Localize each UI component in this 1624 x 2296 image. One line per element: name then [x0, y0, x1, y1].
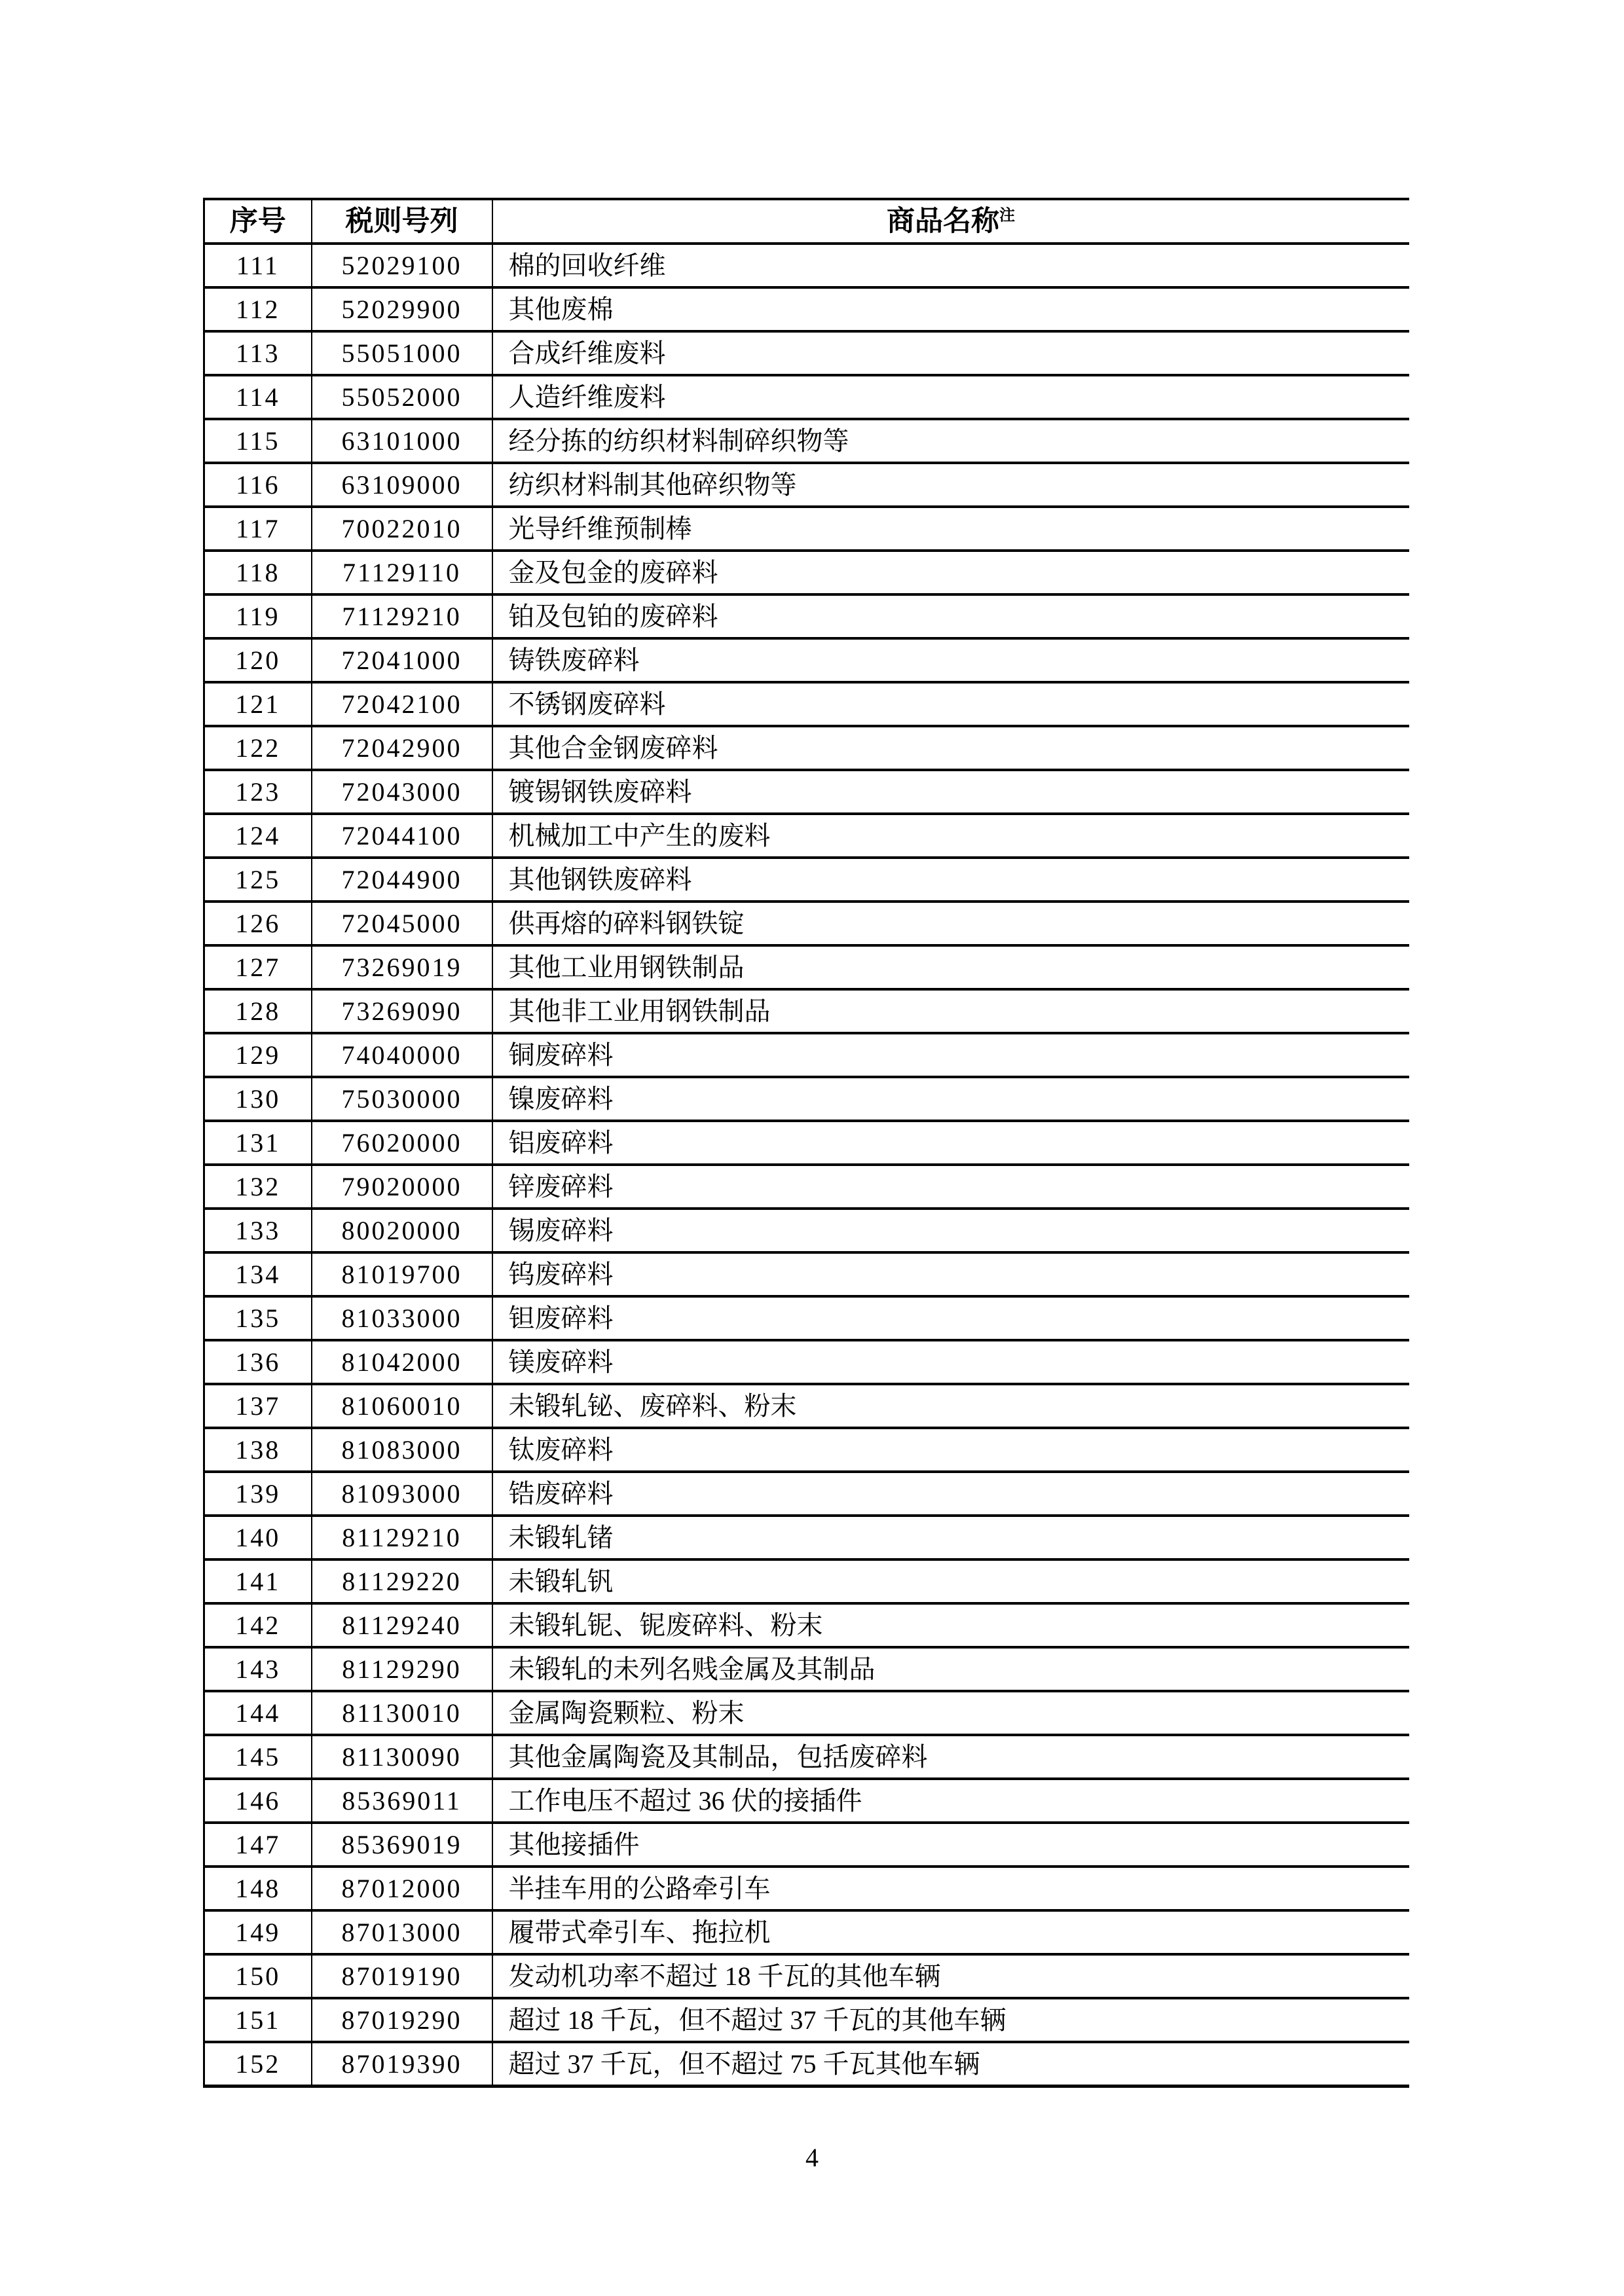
- table-row: [204, 989, 1409, 1033]
- header-commodity-name-text: 商品名称: [887, 206, 999, 237]
- row-tariff-code: 55052000: [312, 375, 492, 419]
- row-index: 127: [204, 945, 312, 989]
- row-index: 142: [204, 1603, 312, 1647]
- table-row: [204, 331, 1409, 375]
- row-tariff-code: 87019190: [312, 1954, 492, 1998]
- row-tariff-code: 81129210: [312, 1516, 492, 1559]
- page-number: 4: [805, 2143, 819, 2172]
- row-commodity-name: 经分拣的纺织材料制碎织物等: [492, 419, 1409, 463]
- row-index: 119: [204, 594, 312, 638]
- table-row: [204, 1296, 1409, 1340]
- table-row: [204, 1603, 1409, 1647]
- row-commodity-name: 履带式牵引车、拖拉机: [492, 1910, 1409, 1954]
- row-commodity-name: 金属陶瓷颗粒、粉末: [492, 1691, 1409, 1735]
- row-index: 144: [204, 1691, 312, 1735]
- row-commodity-name: 纺织材料制其他碎织物等: [492, 463, 1409, 507]
- row-commodity-name: 未锻轧铋、废碎料、粉末: [492, 1384, 1409, 1428]
- row-commodity-name: 未锻轧钒: [492, 1559, 1409, 1603]
- row-tariff-code: 81129290: [312, 1647, 492, 1691]
- row-tariff-code: 81130090: [312, 1735, 492, 1779]
- row-commodity-name: 镁废碎料: [492, 1340, 1409, 1384]
- row-commodity-name: 镀锡钢铁废碎料: [492, 770, 1409, 814]
- row-index: 132: [204, 1165, 312, 1209]
- table-row: [204, 1077, 1409, 1121]
- table-row: [204, 551, 1409, 594]
- row-index: 116: [204, 463, 312, 507]
- table-row: [204, 463, 1409, 507]
- table-row: [204, 1121, 1409, 1165]
- row-tariff-code: 72044900: [312, 858, 492, 902]
- table-row: [204, 726, 1409, 770]
- table-row: [204, 1823, 1409, 1867]
- table-row: [204, 770, 1409, 814]
- row-index: 134: [204, 1252, 312, 1296]
- row-commodity-name: 钛废碎料: [492, 1428, 1409, 1472]
- row-index: 146: [204, 1779, 312, 1823]
- row-tariff-code: 85369011: [312, 1779, 492, 1823]
- row-index: 126: [204, 902, 312, 945]
- row-index: 138: [204, 1428, 312, 1472]
- table-row: [204, 1033, 1409, 1077]
- table-row: [204, 1998, 1409, 2042]
- table-row: [204, 1954, 1409, 1998]
- row-commodity-name: 人造纤维废料: [492, 375, 1409, 419]
- row-tariff-code: 81093000: [312, 1472, 492, 1516]
- table-row: [204, 1559, 1409, 1603]
- header-commodity-name: [492, 199, 1409, 244]
- row-tariff-code: 72041000: [312, 638, 492, 682]
- row-tariff-code: 87019290: [312, 1998, 492, 2042]
- row-tariff-code: 87012000: [312, 1867, 492, 1910]
- row-tariff-code: 73269019: [312, 945, 492, 989]
- row-commodity-name: 镍废碎料: [492, 1077, 1409, 1121]
- row-commodity-name: 光导纤维预制棒: [492, 507, 1409, 551]
- row-tariff-code: 72043000: [312, 770, 492, 814]
- table-row: [204, 902, 1409, 945]
- row-commodity-name: 钽废碎料: [492, 1296, 1409, 1340]
- row-tariff-code: 81130010: [312, 1691, 492, 1735]
- row-tariff-code: 63109000: [312, 463, 492, 507]
- row-index: 135: [204, 1296, 312, 1340]
- row-tariff-code: 81019700: [312, 1252, 492, 1296]
- row-commodity-name: 钨废碎料: [492, 1252, 1409, 1296]
- row-commodity-name: 超过 37 千瓦，但不超过 75 千瓦其他车辆: [492, 2042, 1409, 2086]
- table-row: [204, 2042, 1409, 2086]
- table-row: [204, 1867, 1409, 1910]
- row-index: 120: [204, 638, 312, 682]
- table-row: [204, 1647, 1409, 1691]
- row-index: 124: [204, 814, 312, 858]
- table-row: [204, 858, 1409, 902]
- row-index: 130: [204, 1077, 312, 1121]
- table-row: [204, 1910, 1409, 1954]
- table-row: [204, 594, 1409, 638]
- row-index: 151: [204, 1998, 312, 2042]
- row-tariff-code: 52029100: [312, 244, 492, 287]
- row-tariff-code: 75030000: [312, 1077, 492, 1121]
- row-tariff-code: 79020000: [312, 1165, 492, 1209]
- row-index: 139: [204, 1472, 312, 1516]
- table-row: [204, 375, 1409, 419]
- row-tariff-code: 85369019: [312, 1823, 492, 1867]
- row-commodity-name: 铜废碎料: [492, 1033, 1409, 1077]
- header-note-superscript: 注: [999, 207, 1015, 225]
- table-row: [204, 1165, 1409, 1209]
- table-row: [204, 1209, 1409, 1252]
- row-commodity-name: 锡废碎料: [492, 1209, 1409, 1252]
- row-index: 123: [204, 770, 312, 814]
- table-row: [204, 1252, 1409, 1296]
- row-commodity-name: 其他钢铁废碎料: [492, 858, 1409, 902]
- row-tariff-code: 72044100: [312, 814, 492, 858]
- row-tariff-code: 80020000: [312, 1209, 492, 1252]
- table-row: [204, 507, 1409, 551]
- row-index: 128: [204, 989, 312, 1033]
- tariff-commodity-table: [203, 198, 1409, 2088]
- row-commodity-name: 棉的回收纤维: [492, 244, 1409, 287]
- row-index: 121: [204, 682, 312, 726]
- row-tariff-code: 72042100: [312, 682, 492, 726]
- row-commodity-name: 供再熔的碎料钢铁锭: [492, 902, 1409, 945]
- table-row: [204, 638, 1409, 682]
- row-tariff-code: 81129220: [312, 1559, 492, 1603]
- row-tariff-code: 73269090: [312, 989, 492, 1033]
- row-index: 137: [204, 1384, 312, 1428]
- row-index: 111: [204, 244, 312, 287]
- row-tariff-code: 71129210: [312, 594, 492, 638]
- table-row: [204, 287, 1409, 331]
- row-tariff-code: 72045000: [312, 902, 492, 945]
- table-row: [204, 682, 1409, 726]
- table-row: [204, 1384, 1409, 1428]
- row-index: 150: [204, 1954, 312, 1998]
- table-header-row: [204, 199, 1409, 244]
- row-index: 131: [204, 1121, 312, 1165]
- header-tariff-code: 税则号列: [312, 199, 492, 244]
- row-tariff-code: 81129240: [312, 1603, 492, 1647]
- row-index: 148: [204, 1867, 312, 1910]
- row-index: 143: [204, 1647, 312, 1691]
- table-row: [204, 1428, 1409, 1472]
- row-tariff-code: 81033000: [312, 1296, 492, 1340]
- table-row: [204, 1779, 1409, 1823]
- row-tariff-code: 81060010: [312, 1384, 492, 1428]
- header-index: 序号: [204, 199, 312, 244]
- row-commodity-name: 锌废碎料: [492, 1165, 1409, 1209]
- row-commodity-name: 机械加工中产生的废料: [492, 814, 1409, 858]
- row-commodity-name: 未锻轧铌、铌废碎料、粉末: [492, 1603, 1409, 1647]
- table-row: [204, 1340, 1409, 1384]
- row-commodity-name: 其他接插件: [492, 1823, 1409, 1867]
- row-commodity-name: 锆废碎料: [492, 1472, 1409, 1516]
- row-commodity-name: 未锻轧的未列名贱金属及其制品: [492, 1647, 1409, 1691]
- row-tariff-code: 87019390: [312, 2042, 492, 2086]
- table-row: [204, 814, 1409, 858]
- table-row: [204, 945, 1409, 989]
- table-row: [204, 419, 1409, 463]
- row-index: 114: [204, 375, 312, 419]
- row-index: 149: [204, 1910, 312, 1954]
- row-commodity-name: 其他工业用钢铁制品: [492, 945, 1409, 989]
- row-tariff-code: 55051000: [312, 331, 492, 375]
- row-commodity-name: 金及包金的废碎料: [492, 551, 1409, 594]
- row-index: 147: [204, 1823, 312, 1867]
- table-row: [204, 244, 1409, 287]
- row-commodity-name: 铸铁废碎料: [492, 638, 1409, 682]
- row-index: 129: [204, 1033, 312, 1077]
- row-index: 117: [204, 507, 312, 551]
- row-index: 141: [204, 1559, 312, 1603]
- row-index: 145: [204, 1735, 312, 1779]
- row-tariff-code: 52029900: [312, 287, 492, 331]
- row-index: 140: [204, 1516, 312, 1559]
- row-index: 113: [204, 331, 312, 375]
- row-commodity-name: 铂及包铂的废碎料: [492, 594, 1409, 638]
- row-commodity-name: 其他非工业用钢铁制品: [492, 989, 1409, 1033]
- row-tariff-code: 74040000: [312, 1033, 492, 1077]
- row-tariff-code: 81042000: [312, 1340, 492, 1384]
- row-tariff-code: 70022010: [312, 507, 492, 551]
- row-commodity-name: 其他金属陶瓷及其制品，包括废碎料: [492, 1735, 1409, 1779]
- row-tariff-code: 72042900: [312, 726, 492, 770]
- row-index: 152: [204, 2042, 312, 2086]
- row-commodity-name: 不锈钢废碎料: [492, 682, 1409, 726]
- row-commodity-name: 超过 18 千瓦，但不超过 37 千瓦的其他车辆: [492, 1998, 1409, 2042]
- row-index: 122: [204, 726, 312, 770]
- table-row: [204, 1472, 1409, 1516]
- row-commodity-name: 铝废碎料: [492, 1121, 1409, 1165]
- row-commodity-name: 发动机功率不超过 18 千瓦的其他车辆: [492, 1954, 1409, 1998]
- row-index: 118: [204, 551, 312, 594]
- row-index: 112: [204, 287, 312, 331]
- row-index: 125: [204, 858, 312, 902]
- row-commodity-name: 半挂车用的公路牵引车: [492, 1867, 1409, 1910]
- row-index: 115: [204, 419, 312, 463]
- row-index: 133: [204, 1209, 312, 1252]
- table-row: [204, 1516, 1409, 1559]
- row-tariff-code: 71129110: [312, 551, 492, 594]
- row-commodity-name: 工作电压不超过 36 伏的接插件: [492, 1779, 1409, 1823]
- row-commodity-name: 其他合金钢废碎料: [492, 726, 1409, 770]
- table-row: [204, 1691, 1409, 1735]
- row-tariff-code: 76020000: [312, 1121, 492, 1165]
- table-row: [204, 1735, 1409, 1779]
- row-commodity-name: 未锻轧锗: [492, 1516, 1409, 1559]
- row-commodity-name: 其他废棉: [492, 287, 1409, 331]
- row-tariff-code: 81083000: [312, 1428, 492, 1472]
- row-commodity-name: 合成纤维废料: [492, 331, 1409, 375]
- row-index: 136: [204, 1340, 312, 1384]
- row-tariff-code: 87013000: [312, 1910, 492, 1954]
- row-tariff-code: 63101000: [312, 419, 492, 463]
